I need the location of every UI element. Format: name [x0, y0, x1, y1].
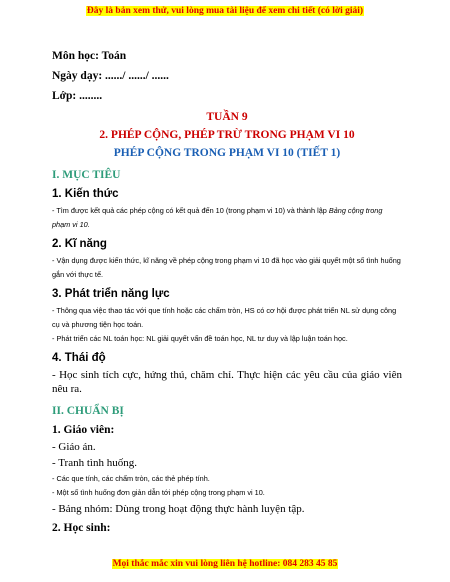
- teacher-item-3: - Các que tính, các chấm tròn, các thẻ phép tính.: [52, 474, 210, 483]
- week-title: TUẦN 9: [206, 111, 248, 123]
- subject-line: Môn học: Toán: [52, 50, 127, 62]
- capacity-text-2: - Phát triển các NL toán học: NL giải quyết vấn đề toán học, NL tư duy và lập luận toán học.: [52, 334, 348, 343]
- knowledge-italic: Bảng cộng trong phạm vi 10.: [52, 206, 383, 229]
- teacher-item-1: - Giáo án.: [52, 441, 96, 453]
- skill-title: 2. Kĩ năng: [52, 238, 107, 250]
- knowledge-title: 1. Kiến thức: [52, 188, 119, 200]
- preview-banner-text: Đây là bản xem thử, vui lòng mua tài liệu để xem chi tiết (có lời giải): [86, 6, 364, 16]
- hotline-banner-text: Mọi thắc mắc xin vui lòng liên hệ hotline: 084 283 45 85: [112, 559, 338, 569]
- capacity-title: 3. Phát triển năng lực: [52, 288, 170, 300]
- attitude-title: 4. Thái độ: [52, 352, 106, 364]
- student-title: 2. Học sinh:: [52, 522, 111, 534]
- teacher-item-4: - Một số tình huống đơn giản dẫn tới phép cộng trong phạm vi 10.: [52, 488, 265, 497]
- class-line: Lớp: ........: [52, 90, 103, 102]
- skill-text: - Vận dụng được kiến thức, kĩ năng về phép cộng trong phạm vi 10 đã học vào giải quyết một số tình huống gắn với thực tế.: [52, 256, 401, 279]
- teacher-item-5: - Bảng nhóm: Dùng trong hoạt động thực hành luyện tập.: [52, 503, 305, 515]
- date-line: Ngày dạy: ....../ ....../ ......: [52, 70, 169, 82]
- knowledge-text: - Tìm được kết quả các phép cộng có kết quả đến 10 (trong phạm vi 10) và thành lập Bảng cộng trong phạm vi 10.: [52, 206, 383, 229]
- attitude-text: - Học sinh tích cực, hứng thú, chăm chỉ. Thực hiện các yêu cầu của giáo viên nêu ra.: [52, 369, 402, 395]
- lesson-title: 2. PHÉP CỘNG, PHÉP TRỪ TRONG PHẠM VI 10: [99, 129, 355, 141]
- section-objectives-title: I. MỤC TIÊU: [52, 169, 121, 181]
- section-preparation-title: II. CHUẨN BỊ: [52, 405, 124, 417]
- hotline-banner: [0, 559, 450, 569]
- lesson-subtitle: PHÉP CỘNG TRONG PHẠM VI 10 (TIẾT 1): [113, 147, 341, 159]
- capacity-text-1: - Thông qua việc thao tác với que tính hoặc các chấm tròn, HS có cơ hội được phát triển NL sử dụng công cụ và phương tiện học toán.: [52, 306, 397, 329]
- lesson-content: [52, 50, 402, 538]
- teacher-title: 1. Giáo viên:: [52, 424, 115, 436]
- preview-banner: [0, 6, 450, 16]
- teacher-item-2: - Tranh tình huống.: [52, 457, 137, 469]
